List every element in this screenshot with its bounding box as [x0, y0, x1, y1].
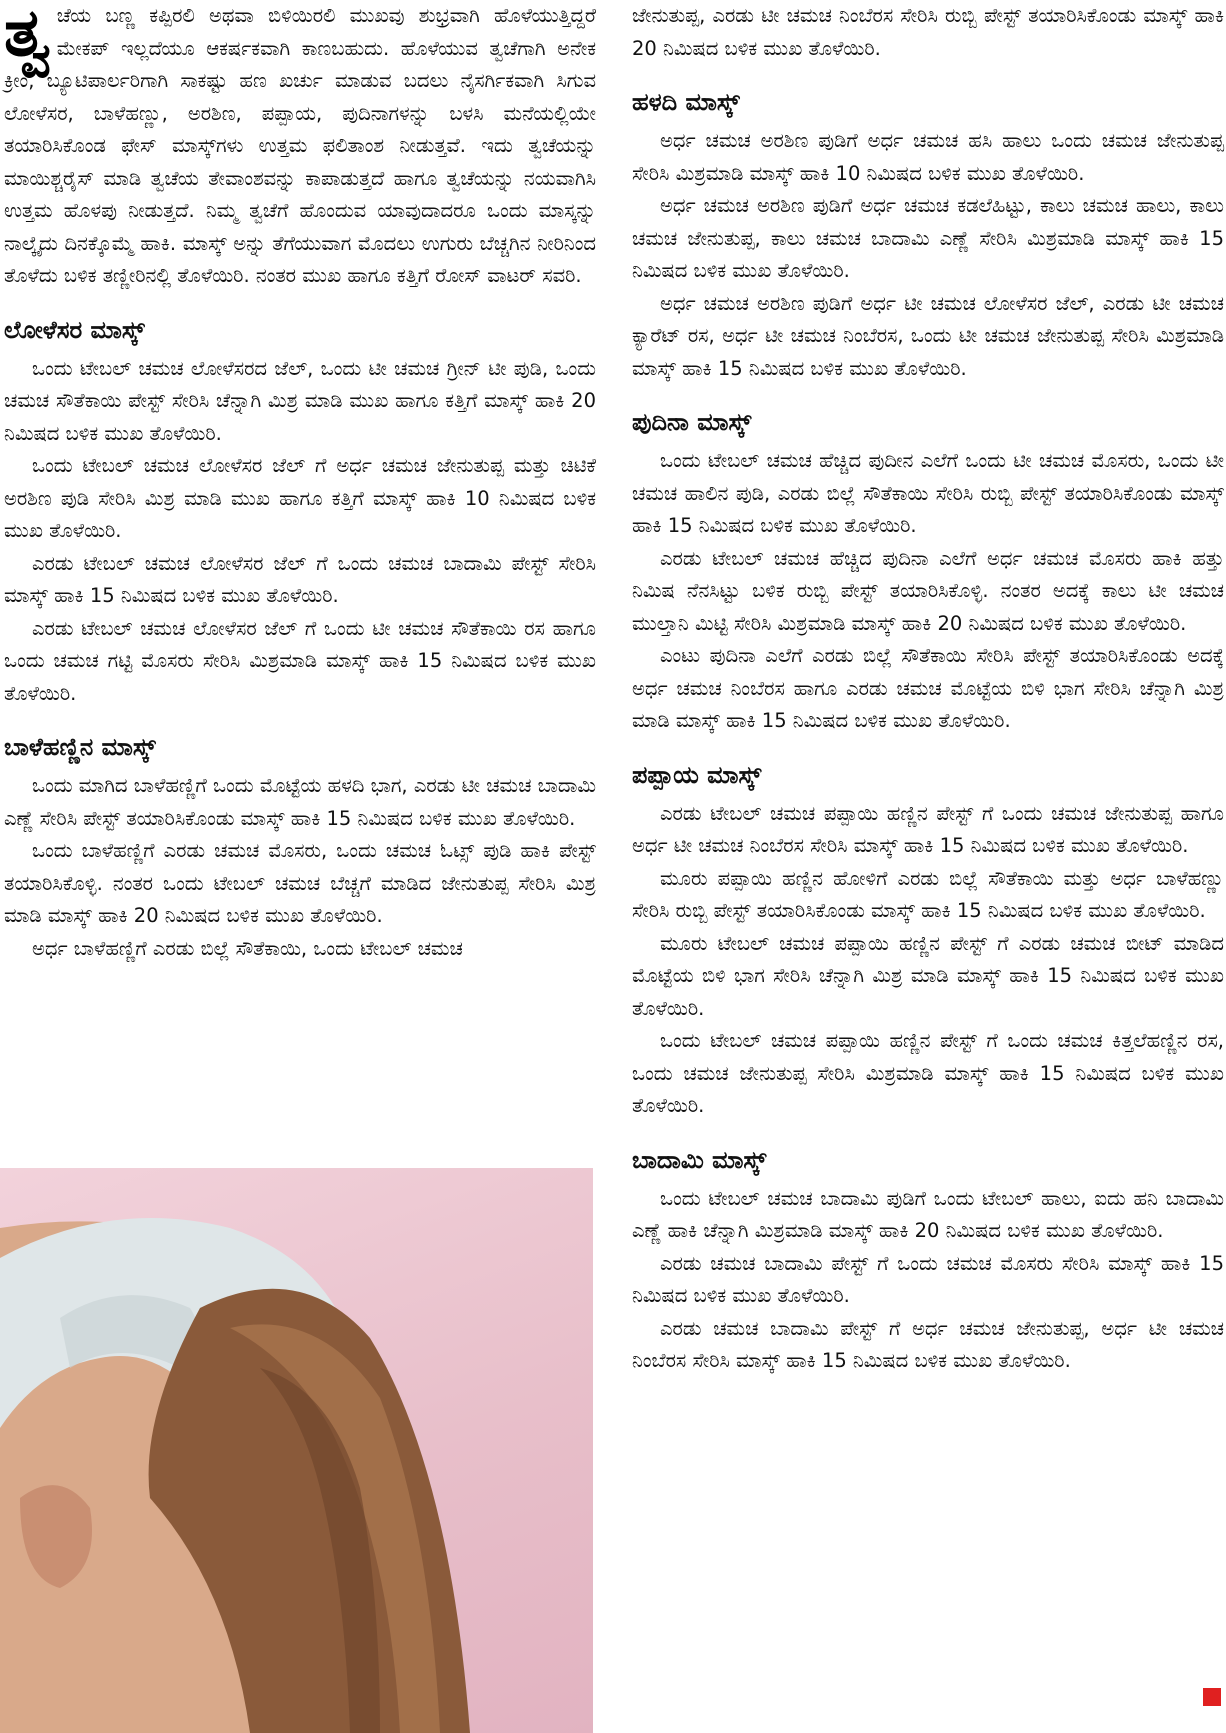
paragraph: ಎರಡು ಟೇಬಲ್ ಚಮಚ ಪಪ್ಪಾಯಿ ಹಣ್ಣಿನ ಪೇಸ್ಟ್ ಗೆ ಒಂದು ಚಮಚ ಜೇನುತುಪ್ಪ ಹಾಗೂ ಅರ್ಧ ಟೀ ಚಮಚ ನಿಂಬೆರಸ ಸೇರಿಸಿ ಮಾಸ್ಕ್ ಹಾಕಿ 15 ನಿಮಿಷದ ಬಳಿಕ ಮುಖ ತೊಳೆಯಿರಿ.	[632, 801, 1224, 857]
section-heading-banana: ಬಾಳೆಹಣ್ಣಿನ ಮಾಸ್ಕ್	[4, 733, 156, 761]
section-heading-aloe: ಲೋಳೆಸರ ಮಾಸ್ಕ್	[4, 315, 145, 344]
section-heading-almond: ಬಾದಾಮಿ ಮಾಸ್ಕ್	[632, 1145, 767, 1174]
paragraph: ಒಂದು ಟೇಬಲ್ ಚಮಚ ಪಪ್ಪಾಯಿ ಹಣ್ಣಿನ ಪೇಸ್ಟ್ ಗೆ ಒಂದು ಚಮಚ ಕಿತ್ತಲೆಹಣ್ಣಿನ ರಸ, ಒಂದು ಚಮಚ ಜೇನುತುಪ್ಪ ಸೇರಿಸಿ ಮಿಶ್ರಮಾಡಿ ಮಾಸ್ಕ್ ಹಾಕಿ 15 ನಿಮಿಷದ ಬಳಿಕ ಮುಖ ತೊಳೆಯಿರಿ.	[632, 1029, 1224, 1117]
paragraph: ಎರಡು ಟೇಬಲ್ ಚಮಚ ಲೋಳೆಸರ ಜೆಲ್ ಗೆ ಒಂದು ಚಮಚ ಬಾದಾಮಿ ಪೇಸ್ಟ್ ಸೇರಿಸಿ ಮಾಸ್ಕ್ ಹಾಕಿ 15 ನಿಮಿಷದ ಬಳಿಕ ಮುಖ ತೊಳೆಯಿರಿ.	[4, 551, 596, 607]
section-heading-papaya: ಪಪ್ಪಾಯ ಮಾಸ್ಕ್	[632, 760, 762, 789]
paragraph: ಮೂರು ಪಪ್ಪಾಯಿ ಹಣ್ಣಿನ ಹೋಳಿಗೆ ಎರಡು ಬಿಲ್ಲೆ ಸೌತೆಕಾಯಿ ಮತ್ತು ಅರ್ಧ ಬಾಳೆಹಣ್ಣು ಸೇರಿಸಿ ರುಬ್ಬಿ ಪೇಸ್ಟ್ ತಯಾರಿಸಿಕೊಂಡು ಮಾಸ್ಕ್ ಹಾಕಿ 15 ನಿಮಿಷದ ಬಳಿಕ ಮುಖ ತೊಳೆಯಿರಿ.	[632, 866, 1224, 922]
section-heading-mint: ಪುದಿನಾ ಮಾಸ್ಕ್	[632, 408, 752, 436]
paragraph: ಅರ್ಧ ಚಮಚ ಅರಶಿಣ ಪುಡಿಗೆ ಅರ್ಧ ಚಮಚ ಹಸಿ ಹಾಲು ಒಂದು ಚಮಚ ಜೇನುತುಪ್ಪ ಸೇರಿಸಿ ಮಿಶ್ರಮಾಡಿ ಮಾಸ್ಕ್ ಹಾಕಿ 10 ನಿಮಿಷದ ಬಳಿಕ ಮುಖ ತೊಳೆಯಿರಿ.	[632, 129, 1224, 185]
paragraph: ಒಂದು ಟೇಬಲ್ ಚಮಚ ಲೋಳೆಸರ ಜೆಲ್ ಗೆ ಅರ್ಧ ಚಮಚ ಜೇನುತುಪ್ಪ ಮತ್ತು ಚಿಟಿಕೆ ಅರಶಿಣ ಪುಡಿ ಸೇರಿಸಿ ಮಿಶ್ರ ಮಾಡಿ ಮುಖ ಹಾಗೂ ಕತ್ತಿಗೆ ಮಾಸ್ಕ್ ಹಾಕಿ 10 ನಿಮಿಷದ ಬಳಿಕ ಮುಖ ತೊಳೆಯಿರಿ.	[4, 454, 596, 542]
paragraph: ಅರ್ಧ ಬಾಳೆಹಣ್ಣಿಗೆ ಎರಡು ಬಿಲ್ಲೆ ಸೌತೆಕಾಯಿ, ಒಂದು ಟೇಬಲ್ ಚಮಚ	[32, 936, 463, 960]
intro-text: ಚೆಯ ಬಣ್ಣ ಕಪ್ಪಿರಲಿ ಅಥವಾ ಬಿಳಿಯಿರಲಿ ಮುಖವು ಶುಭ್ರವಾಗಿ ಹೊಳೆಯುತ್ತಿದ್ದರೆ ಮೇಕಪ್ ಇಲ್ಲದೆಯೂ ಆಕರ್ಷಕವಾಗಿ ಕಾಣಬಹುದು. ಹೊಳೆಯುವ ತ್ವಚೆಗಾಗಿ ಅನೇಕ ಕ್ರೀಂ, ಬ್ಯೂಟಿಪಾರ್ಲರಿಗಾಗಿ ಸಾಕಷ್ಟು ಹಣ ಖರ್ಚು ಮಾಡುವ ಬದಲು ನೈಸರ್ಗಿಕವಾಗಿ ಸಿಗುವ ಲೋಳೆಸರ, ಬಾಳೆಹಣ್ಣು, ಅರಶಿಣ, ಪಪ್ಪಾಯ, ಪುದಿನಾಗಳನ್ನು ಬಳಸಿ ಮನೆಯಲ್ಲಿಯೇ ತಯಾರಿಸಿಕೊಂಡ ಫೇಸ್ ಮಾಸ್ಕ್‌ಗಳು ಉತ್ತಮ ಫಲಿತಾಂಶ ನೀಡುತ್ತವೆ. ಇದು ತ್ವಚೆಯನ್ನು ಮಾಯಿಶ್ಚರೈಸ್ ಮಾಡಿ ತ್ವಚೆಯ ತೇವಾಂಶವನ್ನು ಕಾಪಾಡುತ್ತದೆ ಹಾಗೂ ತ್ವಚೆಯನ್ನು ನಯವಾಗಿಸಿ ಉತ್ತಮ ಹೊಳಪು ನೀಡುತ್ತದೆ. ನಿಮ್ಮ ತ್ವಚೆಗೆ ಹೊಂದುವ ಯಾವುದಾದರೂ ಒಂದು ಮಾಸ್ಕನ್ನು ನಾಲ್ಕೈದು ದಿನಕ್ಕೊಮ್ಮೆ ಹಾಕಿ. ಮಾಸ್ಕ್ ಅನ್ನು ತೆಗೆಯುವಾಗ ಮೊದಲು ಉಗುರು ಬೆಚ್ಚಗಿನ ನೀರಿನಿಂದ ತೊಳೆದು ಬಳಿಕ ತಣ್ಣೀರಿನಲ್ಲಿ ತೊಳೆಯಿರಿ. ನಂತರ ಮುಖ ಹಾಗೂ ಕತ್ತಿಗೆ ರೋಸ್ ವಾಟರ್ ಸವರಿ.	[4, 4, 596, 287]
paragraph: ಒಂದು ಮಾಗಿದ ಬಾಳೆಹಣ್ಣಿಗೆ ಒಂದು ಮೊಟ್ಟೆಯ ಹಳದಿ ಭಾಗ, ಎರಡು ಟೀ ಚಮಚ ಬಾದಾಮಿ ಎಣ್ಣೆ ಸೇರಿಸಿ ಪೇಸ್ಟ್ ತಯಾರಿಸಿಕೊಂಡು ಮಾಸ್ಕ್ ಹಾಕಿ 15 ನಿಮಿಷದ ಬಳಿಕ ಮುಖ ತೊಳೆಯಿರಿ.	[4, 774, 596, 830]
paragraph: ಎರಡು ಟೇಬಲ್ ಚಮಚ ಲೋಳೆಸರ ಜೆಲ್ ಗೆ ಒಂದು ಟೀ ಚಮಚ ಸೌತೆಕಾಯಿ ರಸ ಹಾಗೂ ಒಂದು ಚಮಚ ಗಟ್ಟಿ ಮೊಸರು ಸೇರಿಸಿ ಮಿಶ್ರಮಾಡಿ ಮಾಸ್ಕ್ ಹಾಕಿ 15 ನಿಮಿಷದ ಬಳಿಕ ಮುಖ ತೊಳೆಯಿರಿ.	[4, 616, 596, 705]
right-column	[632, 0, 1224, 1378]
continuation-paragraph: ಜೇನುತುಪ್ಪ, ಎರಡು ಟೀ ಚಮಚ ನಿಂಬೆರಸ ಸೇರಿಸಿ ರುಬ್ಬಿ ಪೇಸ್ಟ್ ತಯಾರಿಸಿಕೊಂಡು ಮಾಸ್ಕ್ ಹಾಕಿ 20 ನಿಮಿಷದ ಬಳಿಕ ಮುಖ ತೊಳೆಯಿರಿ.	[632, 4, 1224, 60]
paragraph: ಒಂದು ಟೇಬಲ್ ಚಮಚ ಲೋಳೆಸರದ ಜೆಲ್, ಒಂದು ಟೀ ಚಮಚ ಗ್ರೀನ್ ಟೀ ಪುಡಿ, ಒಂದು ಚಮಚ ಸೌತೆಕಾಯಿ ಪೇಸ್ಟ್ ಸೇರಿಸಿ ಚೆನ್ನಾಗಿ ಮಿಶ್ರ ಮಾಡಿ ಮುಖ ಹಾಗೂ ಕತ್ತಿಗೆ ಮಾಸ್ಕ್ ಹಾಕಿ 20 ನಿಮಿಷದ ಬಳಿಕ ಮುಖ ತೊಳೆಯಿರಿ.	[4, 356, 596, 445]
paragraph: ಅರ್ಧ ಚಮಚ ಅರಶಿಣ ಪುಡಿಗೆ ಅರ್ಧ ಟೀ ಚಮಚ ಲೋಳೆಸರ ಜೆಲ್, ಎರಡು ಟೀ ಚಮಚ ಕ್ಯಾರೆಟ್ ರಸ, ಅರ್ಧ ಟೀ ಚಮಚ ನಿಂಬೆರಸ, ಒಂದು ಟೀ ಚಮಚ ಜೇನುತುಪ್ಪ ಸೇರಿಸಿ ಮಿಶ್ರಮಾಡಿ ಮಾಸ್ಕ್ ಹಾಕಿ 15 ನಿಮಿಷದ ಬಳಿಕ ಮುಖ ತೊಳೆಯಿರಿ.	[632, 291, 1224, 380]
section-heading-turmeric: ಹಳದಿ ಮಾಸ್ಕ್	[632, 88, 740, 116]
paragraph: ಎರಡು ಚಮಚ ಬಾದಾಮಿ ಪೇಸ್ಟ್ ಗೆ ಅರ್ಧ ಚಮಚ ಜೇನುತುಪ್ಪ, ಅರ್ಧ ಟೀ ಚಮಚ ನಿಂಬೆರಸ ಸೇರಿಸಿ ಮಾಸ್ಕ್ ಹಾಕಿ 15 ನಿಮಿಷದ ಬಳಿಕ ಮುಖ ತೊಳೆಯಿರಿ.	[632, 1316, 1224, 1372]
paragraph: ಮೂರು ಟೇಬಲ್ ಚಮಚ ಪಪ್ಪಾಯಿ ಹಣ್ಣಿನ ಪೇಸ್ಟ್ ಗೆ ಎರಡು ಚಮಚ ಬೀಟ್ ಮಾಡಿದ ಮೊಟ್ಟೆಯ ಬಿಳಿ ಭಾಗ ಸೇರಿಸಿ ಚೆನ್ನಾಗಿ ಮಿಶ್ರ ಮಾಡಿ ಮಾಸ್ಕ್ ಹಾಕಿ 15 ನಿಮಿಷದ ಬಳಿಕ ಮುಖ ತೊಳೆಯಿರಿ.	[632, 931, 1224, 1020]
face-mask-photo	[0, 1168, 593, 1733]
paragraph: ಎರಡು ಚಮಚ ಬಾದಾಮಿ ಪೇಸ್ಟ್ ಗೆ ಒಂದು ಚಮಚ ಮೊಸರು ಸೇರಿಸಿ ಮಾಸ್ಕ್ ಹಾಕಿ 15 ನಿಮಿಷದ ಬಳಿಕ ಮುಖ ತೊಳೆಯಿರಿ.	[632, 1251, 1224, 1307]
paragraph: ಒಂದು ಟೇಬಲ್ ಚಮಚ ಬಾದಾಮಿ ಪುಡಿಗೆ ಒಂದು ಟೇಬಲ್ ಹಾಲು, ಐದು ಹನಿ ಬಾದಾಮಿ ಎಣ್ಣೆ ಹಾಕಿ ಚೆನ್ನಾಗಿ ಮಿಶ್ರಮಾಡಿ ಮಾಸ್ಕ್ ಹಾಕಿ 20 ನಿಮಿಷದ ಬಳಿಕ ಮುಖ ತೊಳೆಯಿರಿ.	[632, 1186, 1224, 1242]
intro-paragraph	[4, 0, 596, 293]
paragraph: ಒಂದು ಬಾಳೆಹಣ್ಣಿಗೆ ಎರಡು ಚಮಚ ಮೊಸರು, ಒಂದು ಚಮಚ ಓಟ್ಸ್ ಪುಡಿ ಹಾಕಿ ಪೇಸ್ಟ್ ತಯಾರಿಸಿಕೊಳ್ಳಿ. ನಂತರ ಒಂದು ಟೇಬಲ್ ಚಮಚ ಬೆಚ್ಚಗೆ ಮಾಡಿದ ಜೇನುತುಪ್ಪ ಸೇರಿಸಿ ಮಿಶ್ರ ಮಾಡಿ ಮಾಸ್ಕ್ ಹಾಕಿ 20 ನಿಮಿಷದ ಬಳಿಕ ಮುಖ ತೊಳೆಯಿರಿ.	[4, 839, 596, 927]
end-of-article-marker	[1203, 1688, 1221, 1706]
paragraph: ಅರ್ಧ ಚಮಚ ಅರಶಿಣ ಪುಡಿಗೆ ಅರ್ಧ ಚಮಚ ಕಡಲೆಹಿಟ್ಟು, ಕಾಲು ಚಮಚ ಹಾಲು, ಕಾಲು ಚಮಚ ಜೇನುತುಪ್ಪ, ಕಾಲು ಚಮಚ ಬಾದಾಮಿ ಎಣ್ಣೆ ಸೇರಿಸಿ ಮಿಶ್ರಮಾಡಿ ಮಾಸ್ಕ್ ಹಾಕಿ 15 ನಿಮಿಷದ ಬಳಿಕ ಮುಖ ತೊಳೆಯಿರಿ.	[632, 194, 1224, 282]
left-column	[4, 0, 596, 965]
paragraph: ಎರಡು ಟೇಬಲ್ ಚಮಚ ಹೆಚ್ಚಿದ ಪುದಿನಾ ಎಲೆಗೆ ಅರ್ಧ ಚಮಚ ಮೊಸರು ಹಾಕಿ ಹತ್ತು ನಿಮಿಷ ನೆನಸಿಟ್ಟು ಬಳಿಕ ರುಬ್ಬಿ ಪೇಸ್ಟ್ ತಯಾರಿಸಿಕೊಳ್ಳಿ. ನಂತರ ಅದಕ್ಕೆ ಕಾಲು ಟೀ ಚಮಚ ಮುಲ್ತಾನಿ ಮಿಟ್ಟಿ ಸೇರಿಸಿ ಮಿಶ್ರಮಾಡಿ ಮಾಸ್ಕ್ ಹಾಕಿ 20 ನಿಮಿಷದ ಬಳಿಕ ಮುಖ ತೊಳೆಯಿರಿ.	[632, 546, 1224, 635]
paragraph: ಒಂದು ಟೇಬಲ್ ಚಮಚ ಹೆಚ್ಚಿದ ಪುದೀನ ಎಲೆಗೆ ಒಂದು ಟೀ ಚಮಚ ಮೊಸರು, ಒಂದು ಟೀ ಚಮಚ ಹಾಲಿನ ಪುಡಿ, ಎರಡು ಬಿಲ್ಲೆ ಸೌತೆಕಾಯಿ ಸೇರಿಸಿ ರುಬ್ಬಿ ಪೇಸ್ಟ್ ತಯಾರಿಸಿಕೊಂಡು ಮಾಸ್ಕ್ ಹಾಕಿ 15 ನಿಮಿಷದ ಬಳಿಕ ಮುಖ ತೊಳೆಯಿರಿ.	[632, 449, 1224, 537]
drop-cap: ತ್ವ	[4, 0, 51, 71]
face-mask-illustration	[0, 1168, 593, 1733]
paragraph: ಎಂಟು ಪುದಿನಾ ಎಲೆಗೆ ಎರಡು ಬಿಲ್ಲೆ ಸೌತೆಕಾಯಿ ಸೇರಿಸಿ ಪೇಸ್ಟ್ ತಯಾರಿಸಿಕೊಂಡು ಅದಕ್ಕೆ ಅರ್ಧ ಚಮಚ ನಿಂಬೆರಸ ಹಾಗೂ ಎರಡು ಚಮಚ ಮೊಟ್ಟೆಯ ಬಿಳಿ ಭಾಗ ಸೇರಿಸಿ ಚೆನ್ನಾಗಿ ಮಿಶ್ರ ಮಾಡಿ ಮಾಸ್ಕ್ ಹಾಕಿ 15 ನಿಮಿಷದ ಬಳಿಕ ಮುಖ ತೊಳೆಯಿರಿ.	[632, 644, 1224, 732]
